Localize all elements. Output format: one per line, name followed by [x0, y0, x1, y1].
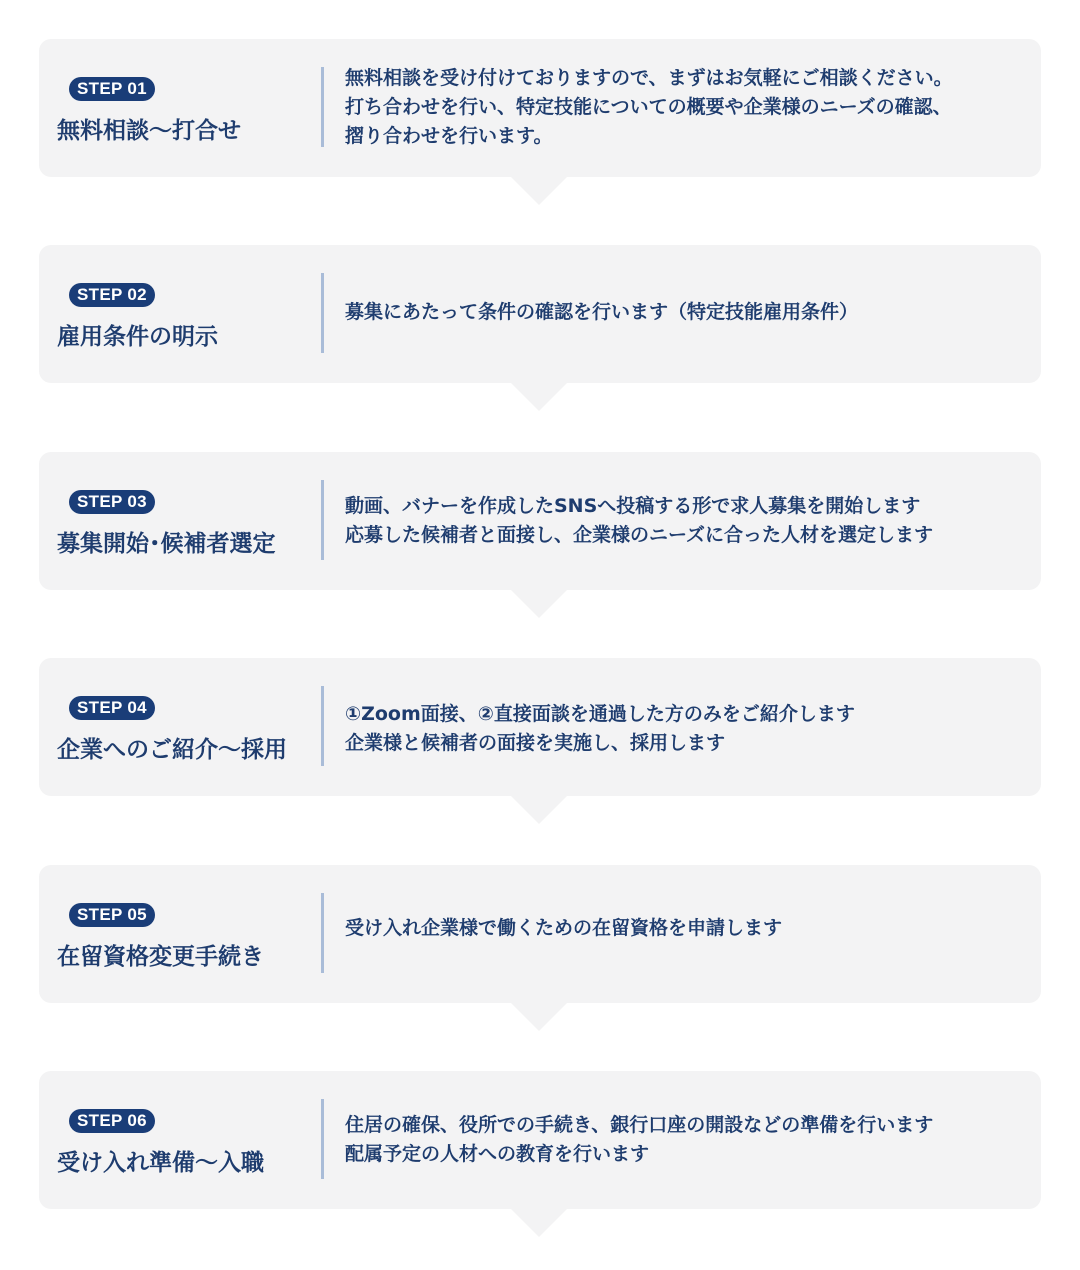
step-description [345, 492, 1035, 550]
divider [321, 480, 324, 560]
step-title: 企業へのご紹介～採用 [57, 737, 287, 763]
description-line: 住居の確保、役所での手続き、銀行口座の開設などの準備を行います [345, 1114, 934, 1136]
description-line: 打ち合わせを行い、特定技能についての概要や企業様のニーズの確認、 [345, 96, 952, 118]
divider [321, 893, 324, 973]
step-title: 無料相談～打合せ [57, 118, 241, 144]
description-line: 配属予定の人材への教育を行います [345, 1143, 650, 1165]
description-line: 受け入れ企業様で働くための在留資格を申請します [345, 917, 783, 939]
divider [321, 273, 324, 353]
step-card-04 [39, 658, 1041, 796]
step-description [345, 298, 1035, 327]
divider [321, 67, 324, 147]
step-card-06 [39, 1071, 1041, 1209]
step-badge: STEP 04 [69, 696, 155, 720]
step-badge: STEP 05 [69, 903, 155, 927]
step-badge: STEP 01 [69, 77, 155, 101]
description-line: 動画、バナーを作成したSNSへ投稿する形で求人募集を開始します [345, 495, 921, 517]
step-badge: STEP 03 [69, 490, 155, 514]
step-card-05 [39, 865, 1041, 1003]
step-description [345, 700, 1035, 758]
step-title: 受け入れ準備～入職 [57, 1150, 264, 1176]
step-card-03 [39, 452, 1041, 590]
step-header [39, 1071, 322, 1209]
divider [321, 686, 324, 766]
description-line: 企業様と候補者の面接を実施し、採用します [345, 732, 726, 754]
step-title: 募集開始･候補者選定 [57, 531, 276, 557]
divider [321, 1099, 324, 1179]
description-line: 応募した候補者と面接し、企業様のニーズに合った人材を選定します [345, 524, 934, 546]
step-header [39, 658, 322, 796]
description-line: 募集にあたって条件の確認を行います（特定技能雇用条件） [345, 301, 859, 323]
step-card-02 [39, 245, 1041, 383]
step-badge: STEP 06 [69, 1109, 155, 1133]
step-card-01 [39, 39, 1041, 177]
step-description [345, 64, 1035, 151]
step-header [39, 245, 322, 383]
step-description [345, 1111, 1035, 1169]
step-header [39, 452, 322, 590]
description-line: 無料相談を受け付けておりますので、まずはお気軽にご相談ください。 [345, 67, 953, 89]
description-line: ①Zoom面接、②直接面談を通過した方のみをご紹介します [345, 703, 855, 725]
step-header [39, 39, 322, 177]
description-line: 摺り合わせを行います。 [345, 125, 553, 147]
step-header [39, 865, 322, 1003]
step-badge: STEP 02 [69, 283, 155, 307]
step-title: 雇用条件の明示 [57, 324, 218, 350]
step-description [345, 914, 1035, 943]
step-title: 在留資格変更手続き [57, 944, 264, 970]
